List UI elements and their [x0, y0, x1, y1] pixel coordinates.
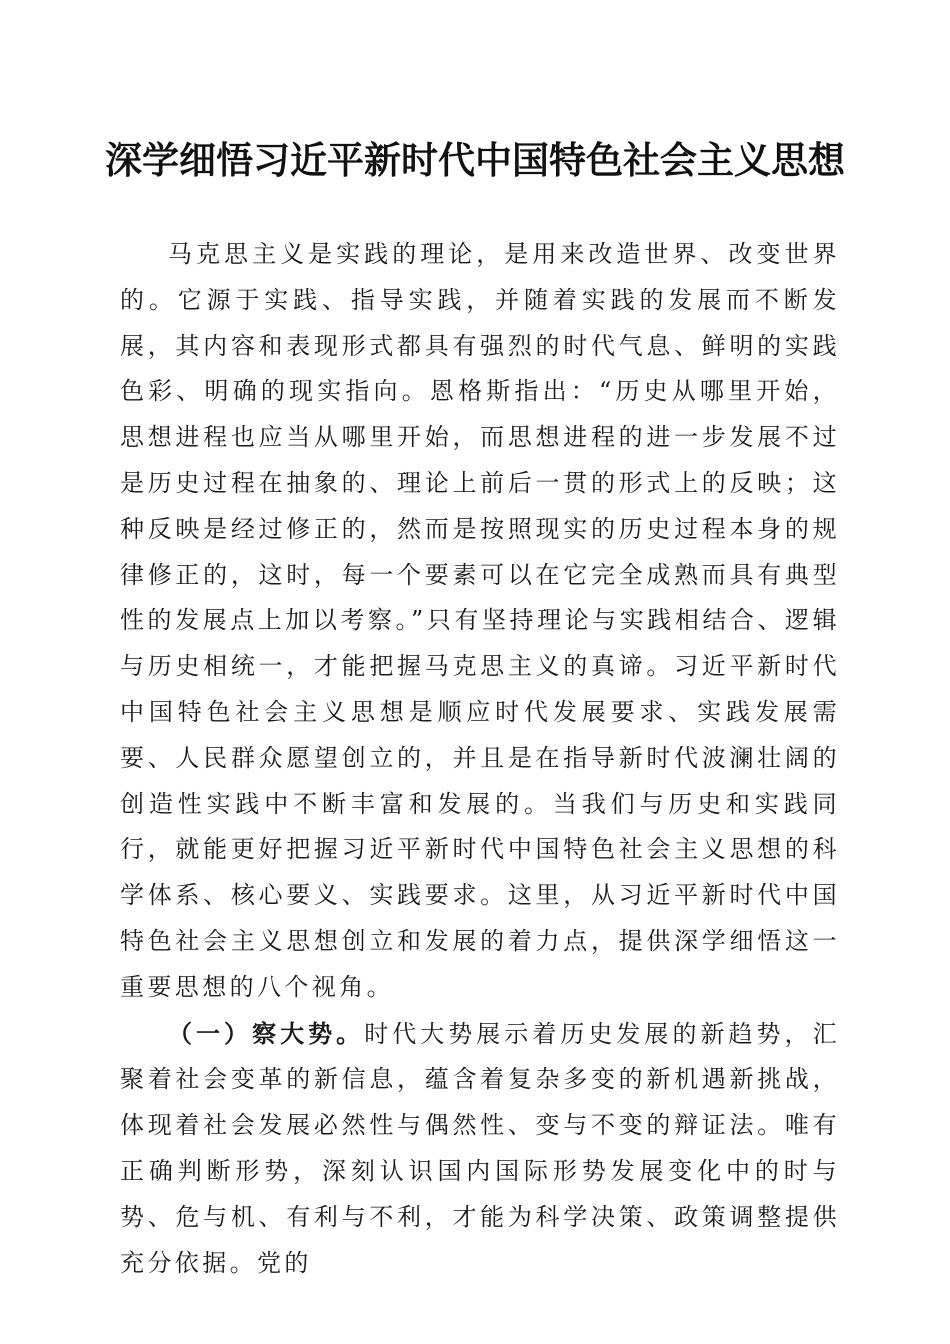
- section-1-text: 时代大势展示着历史发展的新趋势，汇聚着社会变革的新信息，蕴含着复杂多变的新机遇新挑战，体现着社会发展必然性与偶然性、变与不变的辩证法。唯有正确判断形势，深刻认识国内国际形势发展变化中的时与势、危与机、有利与不利，才能为科学决策、政策调整提供充分依据。党的: [120, 1019, 840, 1277]
- paragraph-intro: [120, 232, 840, 1011]
- paragraph-intro-text: 马克思主义是实践的理论，是用来改造世界、改变世界的。它源于实践、指导实践，并随着实践的发展而不断发展，其内容和表现形式都具有强烈的时代气息、鲜明的实践色彩、明确的现实指向。恩格斯指出：“历史从哪里开始，思想进程也应当从哪里开始，而思想进程的进一步发展不过是历史过程在抽象的、理论上前后一贯的形式上的反映；这种反映是经过修正的，然而是按照现实的历史过程本身的规律修正的，这时，每一个要素可以在它完全成熟而具有典型性的发展点上加以考察。”只有坚持理论与实践相结合、逻辑与历史相统一，才能把握马克思主义的真谛。习近平新时代中国特色社会主义思想是顺应时代发展要求、实践发展需要、人民群众愿望创立的，并且是在指导新时代波澜壮阔的创造性实践中不断丰富和发展的。当我们与历史和实践同行，就能更好把握习近平新时代中国特色社会主义思想的科学体系、核心要义、实践要求。这里，从习近平新时代中国特色社会主义思想创立和发展的着力点，提供深学细悟这一重要思想的八个视角。: [120, 240, 840, 1001]
- paragraph-section-1: [120, 1011, 840, 1287]
- document-title: 深学细悟习近平新时代中国特色社会主义思想: [105, 138, 845, 182]
- section-1-heading: （一）察大势。: [168, 1018, 365, 1048]
- document-body: [120, 232, 840, 1286]
